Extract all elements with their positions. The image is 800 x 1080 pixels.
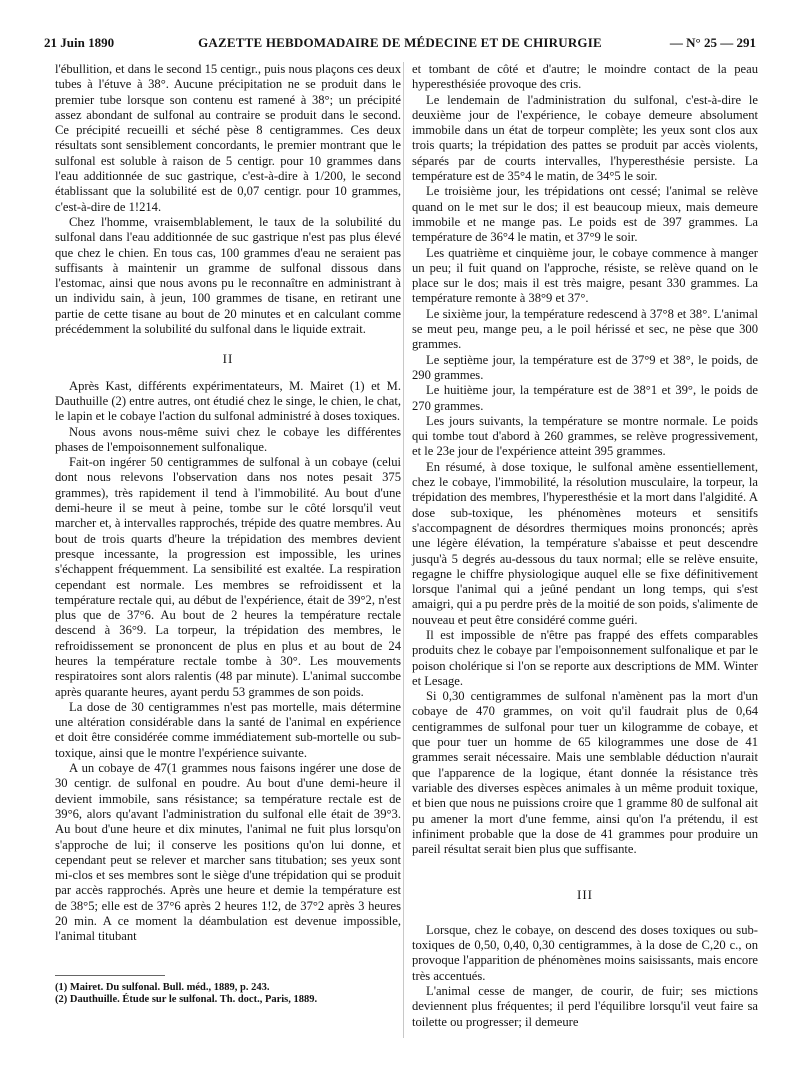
paragraph: Lorsque, chez le cobaye, on descend des doses toxiques ou sub-toxiques de 0,50, 0,40, 0,30 centigrammes, à la dose de C,20 c., on provoque l'apparition de phénomènes moins saisissants, mais encore très accentués. xyxy=(412,922,758,983)
header-page-number: — N° 25 — 291 xyxy=(669,35,756,50)
paragraph: Le huitième jour, la température est de 38°1 et 39°, le poids de 270 grammes. xyxy=(412,383,758,413)
paragraph: Si 0,30 centigrammes de sulfonal n'amènent pas la mort d'un cobaye de 470 grammes, on voit qu'il faudrait plus de 0,64 centigrammes de sulfonal pour tuer un kilogramme de cobaye, et que pour tuer un homme de 65 kilogrammes une dose de 41 grammes serait nécessaire. Mais une semblable déduction n'aurait que l'apparence de la logique, étant donnée la résistance très variable des diverses espèces animales à un même produit toxique, et bien que nous ne puissions croire que 1 gramme 80 de sulfonal ait pu amener la mort d'une femme, ainsi qu'on l'a prétendu, il est infiniment probable que la dose de 41 grammes pour produire un pareil résultat serait bien plus que suffisante. xyxy=(412,689,758,857)
paragraph: Le troisième jour, les trépidations ont cessé; l'animal se relève quand on le met sur le dos; il est beaucoup mieux, mais demeure immobile et ne mange pas. Le poids est de 397 grammes. La température de 36°4 le matin, et 37°9 le soir. xyxy=(412,184,758,245)
paragraph: Le lendemain de l'administration du sulfonal, c'est-à-dire le deuxième jour de l'expérience, le cobaye demeure absolument immobile dans un état de torpeur complète; les yeux sont clos aux trois quarts; la trépidation des pattes se produit par accès violents, séparés par de courts intervalles, l'hyperesthésie persiste. La température est de 35°4 le matin, de 34°5 le soir. xyxy=(412,92,758,184)
paragraph: Après Kast, différents expérimentateurs, M. Mairet (1) et M. Dauthuille (2) entre autres, ont étudié chez le singe, le chien, le chat, le lapin et le cobaye l'action du sulfonal administré à doses toxiques. xyxy=(55,378,401,424)
header-date: 21 Juin 1890 xyxy=(44,35,115,50)
footnote-rule xyxy=(55,975,165,976)
left-column xyxy=(55,62,401,1007)
paragraph: Le septième jour, la température est de 37°9 et 38°, le poids, de 290 grammes. xyxy=(412,352,758,382)
paragraph: En résumé, à dose toxique, le sulfonal amène essentiellement, chez le cobaye, l'immobilité, la résolution musculaire, la torpeur, la trépidation des membres, l'hyperesthésie et la mort dans l'algidité. A dose sub-toxique, les phénomènes moteurs et sensitifs s'accompagnent de désordres thermiques moins prononcés; après une légère élévation, la température s'abaisse et peut descendre jusqu'à 5 degrés au-dessous du taux normal; elle se relève ensuite, regagne le chiffre physiologique auquel elle se fixe définitivement lorsque l'animal qui a jeûné pendant un long temps, qui s'est amaigri, qui a pu perdre près de la moitié de son poids, s'alimente de nouveau et peut être considéré comme guéri. xyxy=(412,459,758,627)
paragraph: l'ébullition, et dans le second 15 centigr., puis nous plaçons ces deux tubes à l'étuve à 38°. Aucune précipitation ne se produit dans le premier tube lorsque son contenu est ramené à 38°; un précipité assez abondant de sulfonal au contraire se produit dans le second. Ce précipité recueilli et séché pèse 8 centigrammes. Ces deux résultats sont sensiblement concordants, le premier montrant que le sulfonal est soluble à raison de 5 centigr. pour 10 grammes dans l'eau additionnée de suc gastrique, c'est-à-dire à 1/200, le second établissant que la solubilité est de 0,07 centigr. pour 10 grammes, c'est-à-dire de 1!214. xyxy=(55,62,401,214)
paragraph: Fait-on ingérer 50 centigrammes de sulfonal à un cobaye (celui dont nous relevons l'observation dans nos notes pesait 375 grammes), très rapidement il tend à l'immobilité. Au bout d'une demi-heure il se meut à peine, tombe sur le côté lorsqu'il veut marcher et, à intervalles rapprochés, trépide des quatre membres. Au bout de trois quarts d'heure la trépidation des membres devient presque incessante, la progression est impossible, les urines s'échappent fréquemment. La sensibilité est exaltée. La respiration cependant est normale. Les membres se refroidissent et la température rectale qui, au début de l'expérience, était de 39°2, n'est plus que de 37°6. Au bout de 2 heures la température rectale descend à 36°9. La torpeur, la trépidation des membres, le refroidissement se prononcent de plus en plus et au bout de 24 heures la température rectale tombe à 30°. Les mouvements respiratoires sont alors ralentis (48 par minute). L'animal succombe après quarante heures, ayant perdu 53 grammes de son poids. xyxy=(55,455,401,699)
paragraph: Les quatrième et cinquième jour, le cobaye commence à manger un peu; il fuit quand on l'approche, résiste, se relève quand on le place sur le dos; mais il est très maigre, pesant 330 grammes. La température remonte à 38°9 et 37°. xyxy=(412,245,758,306)
column-divider xyxy=(403,62,404,1038)
right-column xyxy=(412,62,758,1030)
footnote: (1) Mairet. Du sulfonal. Bull. méd., 1889, p. 243. xyxy=(55,981,270,993)
paragraph: Il est impossible de n'être pas frappé des effets comparables produits chez le cobaye par l'empoisonnement sulfonalique et par le poison cholérique si l'on se reporte aux descriptions de MM. Winter et Lesage. xyxy=(412,627,758,688)
paragraph: Chez l'homme, vraisemblablement, le taux de la solubilité du sulfonal dans l'eau additionnée de suc gastrique n'est pas plus élevé que chez le chien. En tous cas, 100 grammes d'eau ne seraient pas suffisants à maintenir un gramme de sulfonal dissous dans l'estomac, ainsi que nous avons pu le reconnaître en administrant à un individu sain, à jeun, 100 grammes de tisane, en retirant une partie de cette tisane au bout de 20 minutes et en calculant comme précédemment la solubilité du sulfonal dans le liquide extrait. xyxy=(55,214,401,337)
paragraph: La dose de 30 centigrammes n'est pas mortelle, mais détermine une altération considérable dans la santé de l'animal en expérience et doit être considérée comme immédiatement sub-mortelle ou sub-toxique, ainsi que le montre l'expérience suivante. xyxy=(55,699,401,760)
paragraph: A un cobaye de 47(1 grammes nous faisons ingérer une dose de 30 centigr. de sulfonal en poudre. Au bout d'une demi-heure il devient immobile, sans résistance; sa température rectale est de 39°6, alors qu'avant l'administration du sulfonal elle était de 39°3. Au bout d'une heure et dix minutes, l'animal ne fuit plus lorsqu'on s'approche de lui; il conserve les positions qu'on lui donne, et cependant peut se relever et marcher sans titubation; ses yeux sont mi-clos et ses membres sont le siège d'une trépidation qui se produit par accès rapprochés. Après une heure et demie la température est de 38°5; elle est de 37°6 après 2 heures 1!2, de 37°2 après 3 heures 20 min. A ce moment la déambulation est devenue impossible, l'animal titubant xyxy=(55,761,401,944)
paragraph: Nous avons nous-même suivi chez le cobaye les différentes phases de l'empoisonnement sulfonalique. xyxy=(55,424,401,454)
paragraph: Les jours suivants, la température se montre normale. Le poids qui tombe tout d'abord à 260 grammes, se relève progressivement, et le 23e jour de l'expérience atteint 395 grammes. xyxy=(412,413,758,459)
running-header xyxy=(44,35,756,57)
paragraph: L'animal cesse de manger, de courir, de fuir; ses mictions deviennent plus fréquentes; il perd l'équilibre lorsqu'il veut faire sa toilette ou progresser; il demeure xyxy=(412,983,758,1029)
header-journal-title: GAZETTE HEBDOMADAIRE DE MÉDECINE ET DE CHIRURGIE xyxy=(198,35,602,50)
footnotes xyxy=(55,982,401,1007)
footnote: (2) Dauthuille. Étude sur le sulfonal. Th. doct., Paris, 1889. xyxy=(55,994,318,1006)
section-heading: II xyxy=(222,351,234,367)
paragraph: Le sixième jour, la température redescend à 37°8 et 38°. L'animal se meut peu, mange peu, a le poil hérissé et sec, ne pèse que 300 grammes. xyxy=(412,306,758,352)
section-heading: III xyxy=(577,887,593,903)
paragraph: et tombant de côté et d'autre; le moindre contact de la peau hyperesthésiée provoque des cris. xyxy=(412,62,758,92)
